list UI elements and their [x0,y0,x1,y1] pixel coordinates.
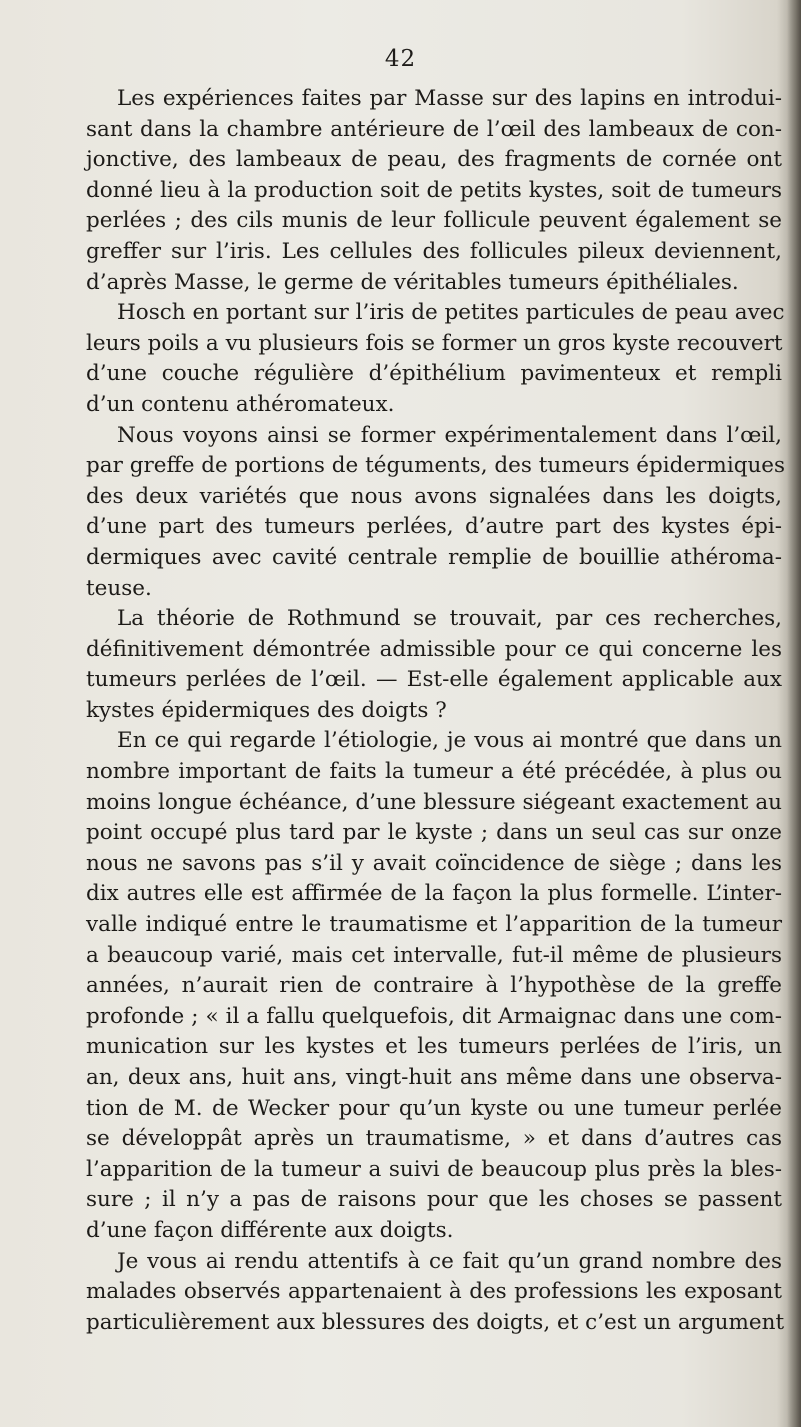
text-line: nombre important de faits la tumeur a été précédée, à plus ou [86,759,782,785]
text-line: par greffe de portions de téguments, des tumeurs épidermiques [86,453,786,479]
text-line: d’une façon différente aux doigts. [86,1217,454,1243]
text-line: d’après Masse, le germe de véritables tumeurs épithéliales. [86,269,739,295]
text-line: donné lieu à la production soit de petits kystes, soit de tumeurs [86,177,782,203]
text-line: La théorie de Rothmund se trouvait, par ces recherches, [117,606,782,632]
page-binding-edge [787,0,801,1427]
text-line: sant dans la chambre antérieure de l’œil des lambeaux de con- [86,116,782,142]
text-line: tumeurs perlées de l’œil. — Est-elle également applicable aux [86,667,782,693]
text-line: d’un contenu athéromateux. [86,391,395,417]
text-line: Les expériences faites par Masse sur des lapins en introdui- [117,86,782,111]
body-text [86,84,786,1338]
text-line: dix autres elle est affirmée de la façon la plus formelle. L’inter- [86,881,782,907]
text-line: se développât après un traumatisme, » et dans d’autres cas [86,1126,782,1152]
text-line: particulièrement aux blessures des doigts, et c’est un argument [86,1309,785,1335]
text-line: perlées ; des cils munis de leur follicule peuvent également se [86,208,782,234]
text-line: jonctive, des lambeaux de peau, des fragments de cornée ont [86,147,782,173]
text-line: l’apparition de la tumeur a suivi de beaucoup plus près la bles- [86,1156,782,1182]
text-line: a beaucoup varié, mais cet intervalle, fut-il même de plusieurs [86,942,782,968]
text-line: malades observés appartenaient à des professions les exposant [86,1279,782,1305]
text-line: point occupé plus tard par le kyste ; dans un seul cas sur onze [86,820,782,846]
text-line: définitivement démontrée admissible pour ce qui concerne les [86,636,782,662]
text-line: En ce qui regarde l’étiologie, je vous ai montré que dans un [117,728,782,754]
text-line: greffer sur l’iris. Les cellules des follicules pileux deviennent, [86,238,782,264]
text-line: nous ne savons pas s’il y avait coïncidence de siège ; dans les [86,850,782,876]
text-line: d’une couche régulière d’épithélium pavimenteux et rempli [86,361,782,387]
text-line: leurs poils a vu plusieurs fois se former un gros kyste recouvert [86,330,783,356]
text-line: kystes épidermiques des doigts ? [86,697,447,723]
text-line: teuse. [86,575,152,601]
text-line: moins longue échéance, d’une blessure siégeant exactement au [86,789,782,815]
text-line: an, deux ans, huit ans, vingt-huit ans même dans une observa- [86,1065,782,1090]
text-line: d’une part des tumeurs perlées, d’autre part des kystes épi- [86,514,782,540]
text-line: munication sur les kystes et les tumeurs perlées de l’iris, un [86,1034,782,1060]
text-line: valle indiqué entre le traumatisme et l’apparition de la tumeur [86,912,782,938]
text-line: Nous voyons ainsi se former expérimentalement dans l’œil, [117,422,782,448]
text-line: dermiques avec cavité centrale remplie de bouillie athéroma- [86,544,782,570]
page-number: 42 [384,46,417,72]
text-line: profonde ; « il a fallu quelquefois, dit Armaignac dans une com- [86,1003,782,1029]
text-line: sure ; il n’y a pas de raisons pour que les choses se passent [86,1187,782,1213]
text-line: Je vous ai rendu attentifs à ce fait qu’un grand nombre des [117,1248,782,1274]
text-line: années, n’aurait rien de contraire à l’hypothèse de la greffe [86,973,782,999]
text-line: des deux variétés que nous avons signalées dans les doigts, [86,483,782,509]
text-line: tion de M. de Wecker pour qu’un kyste ou une tumeur perlée [86,1095,782,1121]
text-line: Hosch en portant sur l’iris de petites particules de peau avec [117,300,785,326]
